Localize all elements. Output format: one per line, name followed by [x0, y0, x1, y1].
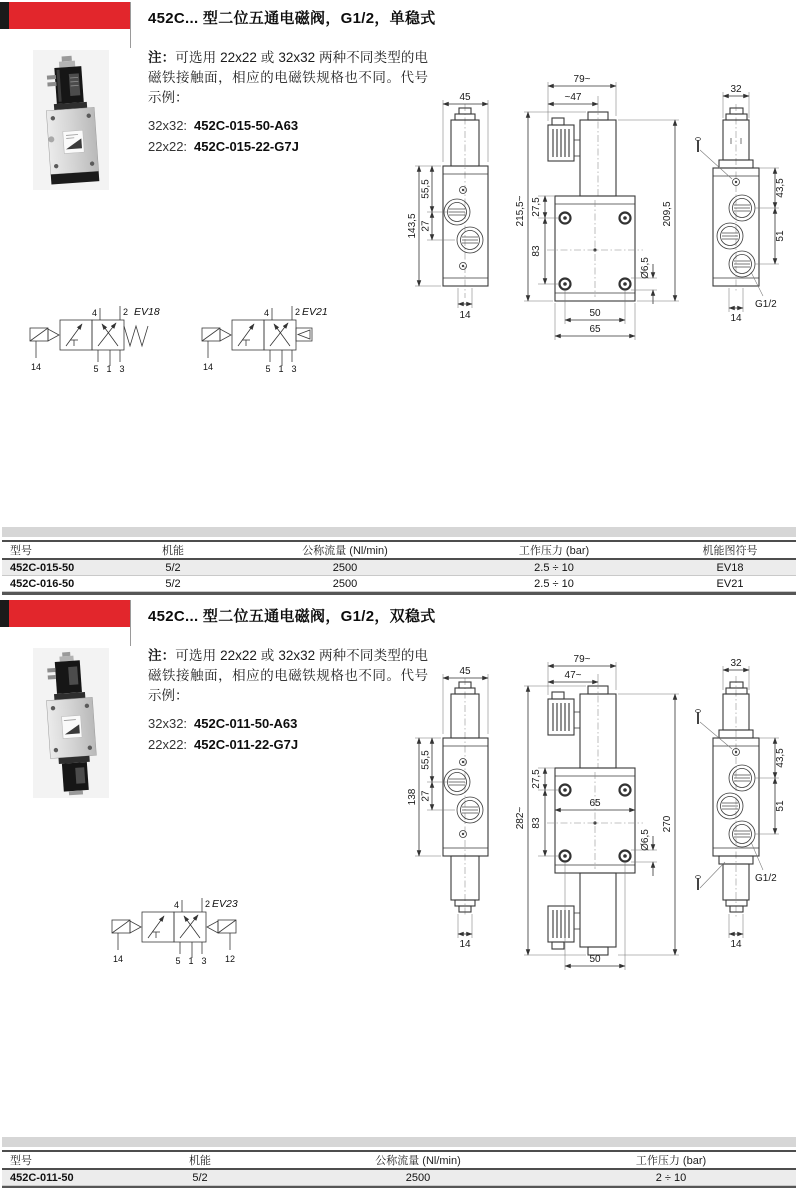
code-row — [148, 734, 298, 755]
port-12: 12 — [224, 954, 236, 964]
table-header-row — [2, 1150, 796, 1170]
dim-215-5: 215,5~ — [515, 195, 526, 227]
port-1: 1 — [188, 956, 194, 966]
code-model: 452C-011-50-A63 — [194, 716, 298, 731]
col-model: 型号 — [10, 1155, 32, 1167]
spec-table-bistable — [2, 1137, 796, 1188]
section2-title: 452C... 型二位五通电磁阀，G1/2，双稳式 — [148, 608, 436, 625]
dim-55-5: 55,5 — [420, 750, 432, 770]
dim-209-5: 209,5 — [662, 201, 673, 227]
section2-divider-line — [130, 600, 131, 646]
drawing2-end-view — [696, 658, 787, 950]
table-bottom-rule — [2, 592, 796, 595]
dim-14: 14 — [459, 939, 471, 950]
symbol-ev23 — [112, 898, 238, 966]
product-photo-monostable — [33, 50, 109, 190]
port-14: 14 — [112, 954, 124, 964]
note-text: 可选用 22x22 或 32x32 两种不同类型的电磁铁接触面，相应的电磁铁规格也不同。代号示例： — [148, 648, 429, 703]
table-row — [2, 576, 796, 592]
table-row — [2, 560, 796, 576]
drawing1-front-view — [515, 74, 679, 340]
marker-red-block — [9, 2, 130, 29]
port-14: 14 — [202, 362, 214, 372]
cell-function: 5/2 — [192, 1171, 208, 1184]
cell-model: 452C-015-50 — [10, 561, 75, 574]
port-1: 1 — [278, 364, 284, 374]
code-model: 452C-015-22-G7J — [194, 139, 299, 154]
code-row — [148, 115, 299, 136]
drawing1-end-view — [696, 84, 787, 324]
section1-code-examples — [148, 115, 299, 157]
port-5: 5 — [175, 956, 181, 966]
product-photo-bistable — [33, 648, 109, 798]
drawing2-front-view — [515, 654, 679, 970]
col-pressure: 工作压力 (bar) — [518, 545, 590, 557]
table-header-row — [2, 540, 796, 560]
cell-pressure: 2.5 ÷ 10 — [534, 577, 574, 590]
section1-red-marker — [0, 2, 130, 29]
dim-51: 51 — [775, 800, 786, 812]
cell-function: 5/2 — [165, 577, 181, 590]
dim-dia-6-5: Ø6,5 — [640, 829, 651, 851]
code-row — [148, 713, 298, 734]
dim-14: 14 — [730, 313, 742, 324]
dim-43-5: 43,5 — [775, 748, 786, 768]
port-4: 4 — [263, 308, 269, 318]
symbol-label-ev18: EV18 — [134, 306, 160, 318]
cell-model: 452C-011-50 — [10, 1171, 74, 1184]
spec-table-monostable — [2, 527, 796, 595]
port-2: 2 — [205, 899, 211, 909]
section2-code-examples — [148, 713, 298, 755]
dim-51: 51 — [775, 230, 786, 242]
dim-27-5: 27,5 — [531, 769, 542, 789]
dim-83: 83 — [531, 817, 542, 829]
note-label: 注： — [148, 648, 176, 663]
port-2: 2 — [123, 307, 129, 317]
code-row — [148, 136, 299, 157]
port-3: 3 — [119, 364, 125, 374]
dim-32: 32 — [730, 84, 742, 95]
code-size: 32x32: — [148, 716, 188, 731]
symbol-ev21 — [202, 306, 328, 374]
port-14: 14 — [30, 362, 42, 372]
dim-47: 47~ — [564, 670, 582, 681]
cell-flow: 2500 — [332, 561, 358, 574]
symbol-label-ev23: EV23 — [212, 898, 238, 910]
dim-138: 138 — [407, 788, 418, 806]
col-flow: 公称流量 (Nl/min) — [375, 1155, 461, 1167]
col-function: 机能 — [189, 1155, 211, 1167]
section2-red-marker — [0, 600, 130, 627]
code-size: 22x22: — [148, 737, 188, 752]
cell-function: 5/2 — [165, 561, 181, 574]
dim-65: 65 — [589, 324, 601, 335]
marker-black-block — [0, 2, 9, 29]
drawing2-side-view — [407, 666, 488, 950]
dim-270: 270 — [662, 815, 673, 833]
dim-32: 32 — [730, 658, 742, 669]
table-top-band — [2, 527, 796, 537]
col-flow: 公称流量 (Nl/min) — [302, 545, 388, 557]
dim-79: 79~ — [573, 654, 591, 665]
code-model: 452C-015-50-A63 — [194, 118, 299, 133]
technical-drawing-monostable — [405, 66, 797, 358]
marker-black-block — [0, 600, 9, 627]
section2-note — [148, 646, 428, 706]
symbol-label-ev21: EV21 — [302, 306, 328, 318]
dim-47: ~47 — [564, 92, 582, 103]
port-5: 5 — [93, 364, 99, 374]
dim-79: 79~ — [573, 74, 591, 85]
dim-dia-6-5: Ø6,5 — [640, 257, 651, 279]
port-3: 3 — [201, 956, 207, 966]
section1-note — [148, 48, 428, 108]
table-row — [2, 1170, 796, 1186]
dim-14: 14 — [730, 939, 742, 950]
symbol-ev18 — [30, 306, 160, 374]
circuit-symbols-section1 — [22, 302, 362, 374]
dim-143-5: 143,5 — [407, 213, 418, 239]
dim-83: 83 — [531, 245, 542, 257]
dim-27: 27 — [420, 220, 432, 232]
port-4: 4 — [173, 900, 179, 910]
code-size: 22x22: — [148, 139, 188, 154]
dim-55-5: 55,5 — [420, 179, 432, 199]
table-top-band — [2, 1137, 796, 1147]
marker-red-block — [9, 600, 130, 627]
technical-drawing-bistable — [405, 648, 797, 978]
drawing1-side-view — [407, 92, 488, 321]
port-3: 3 — [291, 364, 297, 374]
dim-50: 50 — [589, 954, 601, 965]
dim-43-5: 43,5 — [775, 178, 786, 198]
dim-g1-2: G1/2 — [755, 873, 777, 884]
dim-27-5: 27,5 — [531, 197, 542, 217]
note-text: 可选用 22x22 或 32x32 两种不同类型的电磁铁接触面，相应的电磁铁规格也不同。代号示例： — [148, 50, 429, 105]
cell-pressure: 2 ÷ 10 — [655, 1171, 687, 1184]
col-pressure: 工作压力 (bar) — [635, 1155, 707, 1167]
circuit-symbols-section2 — [100, 894, 290, 966]
dim-50: 50 — [589, 308, 601, 319]
cell-flow: 2500 — [332, 577, 358, 590]
dim-282: 282~ — [515, 806, 526, 830]
section1-divider-line — [130, 2, 131, 48]
code-size: 32x32: — [148, 118, 188, 133]
dim-65: 65 — [589, 798, 601, 809]
col-symbol: 机能图符号 — [702, 545, 758, 557]
cell-flow: 2500 — [405, 1171, 431, 1184]
cell-model: 452C-016-50 — [10, 577, 75, 590]
code-model: 452C-011-22-G7J — [194, 737, 299, 752]
cell-symbol: EV18 — [716, 561, 744, 574]
port-1: 1 — [106, 364, 112, 374]
dim-g1-2: G1/2 — [755, 299, 777, 310]
dim-14: 14 — [459, 310, 471, 321]
cell-pressure: 2.5 ÷ 10 — [534, 561, 574, 574]
port-5: 5 — [265, 364, 271, 374]
port-2: 2 — [295, 307, 301, 317]
col-model: 型号 — [10, 545, 32, 557]
section1-title: 452C... 型二位五通电磁阀，G1/2，单稳式 — [148, 10, 436, 27]
dim-45: 45 — [459, 666, 471, 677]
port-4: 4 — [91, 308, 97, 318]
dim-27: 27 — [420, 790, 432, 802]
col-function: 机能 — [162, 545, 184, 557]
cell-symbol: EV21 — [716, 577, 744, 590]
note-label: 注： — [148, 50, 176, 65]
dim-45: 45 — [459, 92, 471, 103]
